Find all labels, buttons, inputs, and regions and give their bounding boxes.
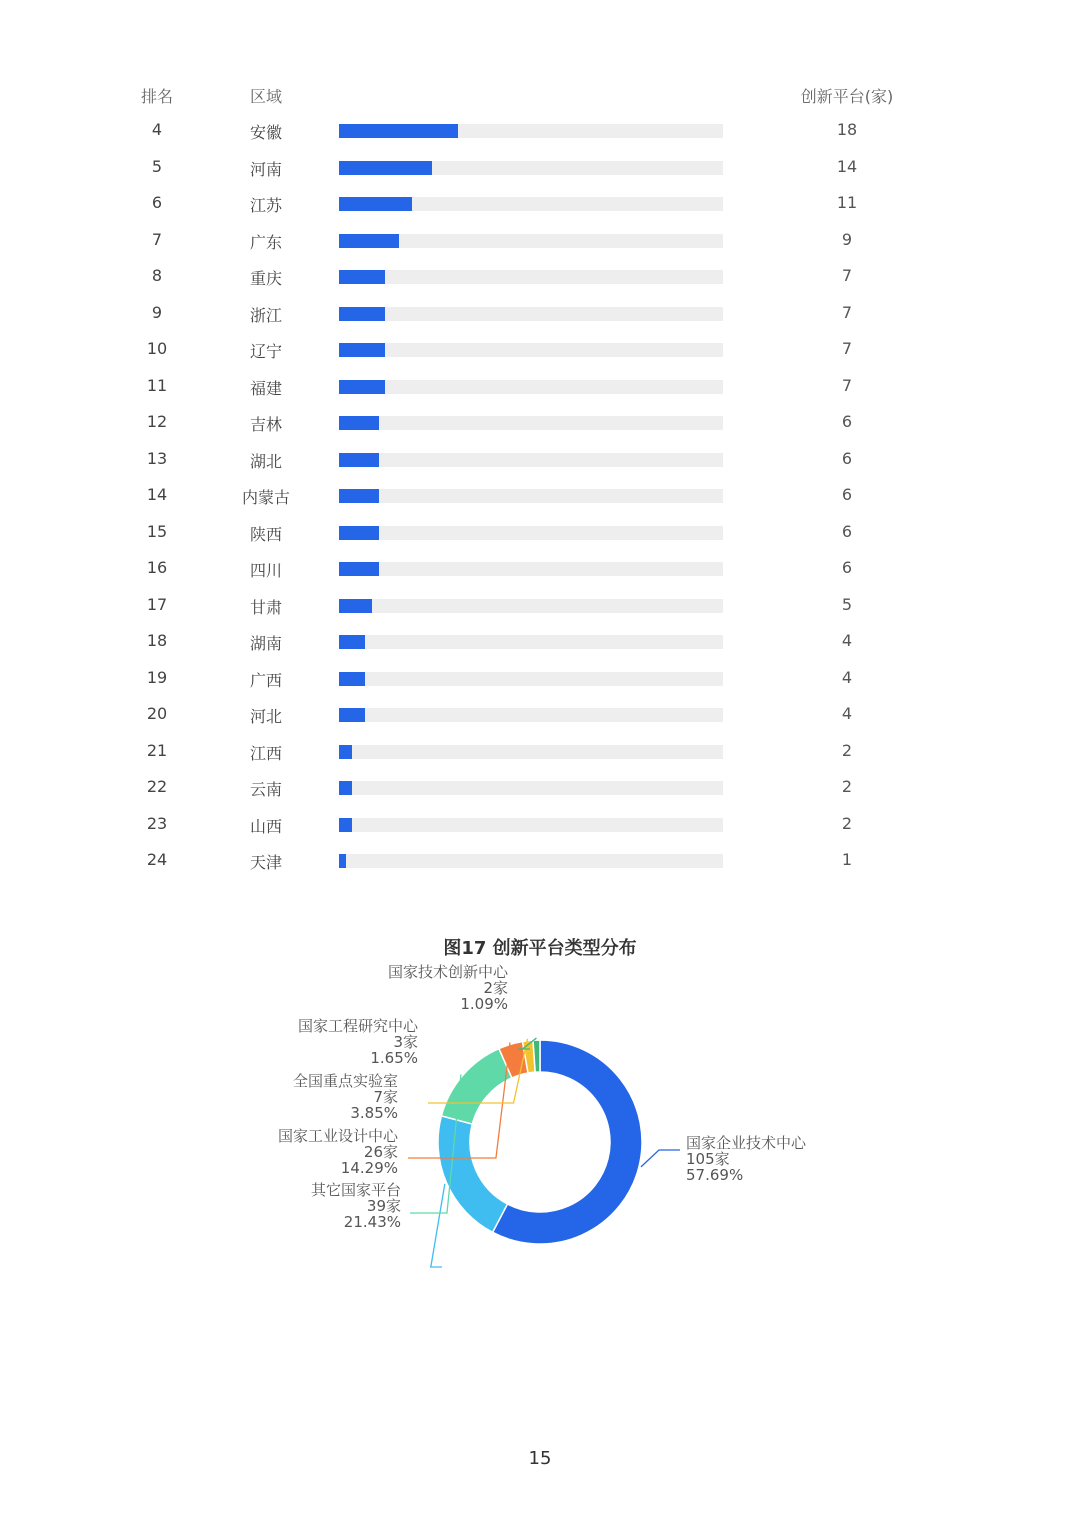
platform-count-value: 4 [841, 704, 853, 723]
ranking-row [0, 623, 1080, 659]
rank-value: 7 [151, 229, 163, 249]
rank-value: 5 [151, 156, 163, 176]
platform-count-value: 5 [841, 594, 853, 614]
bar-track [339, 307, 723, 321]
bar [339, 672, 365, 686]
rank-value: 4 [151, 120, 163, 139]
rank-value: 23 [146, 813, 168, 833]
rank-value: 22 [146, 777, 168, 796]
platform-count-value: 6 [841, 448, 853, 468]
platform-count-value: 2 [841, 813, 853, 833]
platform-count-value: 9 [841, 229, 853, 249]
platform-count-value: 4 [841, 631, 853, 650]
ranking-row [0, 587, 1080, 623]
slice-label-percent: 21.43% [343, 1213, 401, 1231]
ranking-row [0, 806, 1080, 842]
rank-value: 10 [146, 339, 168, 358]
rank-value: 6 [151, 193, 163, 212]
bar-track [339, 562, 723, 576]
ranking-row [0, 112, 1080, 148]
platform-count-value: 14 [836, 156, 858, 176]
ranking-row [0, 368, 1080, 404]
region-name: 湖北 [249, 451, 282, 471]
bar [339, 161, 432, 175]
region-name: 云南 [249, 780, 282, 799]
rank-value: 12 [146, 412, 168, 431]
ranking-row [0, 733, 1080, 769]
rank-value: 24 [146, 850, 168, 869]
bar [339, 562, 379, 576]
region-name: 河南 [249, 159, 282, 179]
slice-label-count: 26家 [363, 1143, 398, 1161]
rank-value: 17 [146, 594, 168, 614]
region-name: 山西 [249, 816, 282, 836]
page-number: 15 [528, 1448, 552, 1469]
platform-count-value: 7 [841, 375, 853, 395]
bar-track [339, 416, 723, 430]
region-name: 浙江 [249, 305, 282, 325]
bar-track [339, 343, 723, 357]
slice-label-name: 国家工程研究中心 [297, 1017, 418, 1035]
region-name: 吉林 [249, 415, 282, 434]
platform-count-value: 6 [841, 412, 853, 431]
bar [339, 635, 365, 649]
slice-label-name: 全国重点实验室 [292, 1072, 398, 1090]
region-name: 重庆 [249, 269, 282, 288]
rank-value: 8 [151, 266, 163, 285]
bar-track [339, 672, 723, 686]
bar [339, 818, 352, 832]
ranking-row [0, 149, 1080, 185]
rank-value: 19 [146, 667, 168, 687]
bar-track [339, 489, 723, 503]
bar [339, 854, 346, 868]
platform-count-value: 7 [841, 302, 853, 322]
ranking-row [0, 696, 1080, 732]
header-region: 区域 [249, 87, 282, 106]
ranking-row [0, 660, 1080, 696]
rank-value: 15 [146, 521, 168, 541]
slice-label-name: 国家技术创新中心 [387, 963, 508, 981]
bar-track [339, 197, 723, 211]
bar [339, 453, 379, 467]
bar [339, 745, 352, 759]
bar-track [339, 818, 723, 832]
donut-chart [0, 963, 1080, 1280]
rank-value: 16 [146, 558, 168, 577]
ranking-row [0, 550, 1080, 586]
bar [339, 124, 458, 138]
bar [339, 307, 385, 321]
region-name: 江苏 [249, 196, 282, 215]
rank-value: 11 [146, 375, 168, 395]
rank-value: 13 [146, 448, 168, 468]
rank-value: 20 [146, 704, 168, 723]
ranking-row [0, 222, 1080, 258]
ranking-row [0, 295, 1080, 331]
platform-count-value: 18 [836, 120, 858, 139]
ranking-row [0, 258, 1080, 294]
ranking-row [0, 185, 1080, 221]
region-name: 内蒙古 [241, 488, 290, 507]
platform-count-value: 1 [841, 850, 853, 869]
platform-count-value: 7 [841, 339, 853, 358]
platform-count-value: 7 [841, 266, 853, 285]
region-name: 河北 [249, 707, 282, 726]
platform-count-value: 6 [841, 558, 853, 577]
leader-line [641, 1150, 680, 1167]
slice-label-count: 105家 [686, 1150, 730, 1168]
header-platform-count: 创新平台(家) [800, 87, 894, 106]
leader-line [430, 1184, 445, 1267]
bar-track [339, 708, 723, 722]
bar [339, 197, 412, 211]
bar-track [339, 854, 723, 868]
bar [339, 416, 379, 430]
region-name: 四川 [249, 561, 282, 580]
slice-label-name: 国家工业设计中心 [277, 1127, 398, 1145]
region-name: 陕西 [249, 524, 282, 544]
bar-track [339, 635, 723, 649]
bar [339, 708, 365, 722]
ranking-row [0, 441, 1080, 477]
slice-label-percent: 3.85% [350, 1104, 398, 1122]
region-name: 广西 [249, 670, 282, 690]
slice-label-percent: 1.65% [370, 1049, 418, 1067]
slice-label-count: 2家 [483, 979, 508, 997]
pie-chart-title: 图17 创新平台类型分布 [443, 938, 637, 959]
region-name: 江西 [249, 743, 282, 763]
region-name: 福建 [249, 378, 282, 398]
slice-label-count: 7家 [373, 1088, 398, 1106]
platform-count-value: 6 [841, 521, 853, 541]
rank-value: 18 [146, 631, 168, 650]
ranking-row [0, 514, 1080, 550]
bar-track [339, 234, 723, 248]
platform-count-value: 4 [841, 667, 853, 687]
ranking-row [0, 404, 1080, 440]
region-name: 天津 [249, 853, 282, 872]
bar [339, 599, 372, 613]
slice-label-percent: 57.69% [686, 1166, 744, 1184]
platform-count-value: 6 [841, 485, 853, 504]
bar-track [339, 124, 723, 138]
ranking-row [0, 477, 1080, 513]
bar [339, 343, 385, 357]
bar [339, 380, 385, 394]
bar [339, 489, 379, 503]
rank-value: 9 [151, 302, 163, 322]
ranking-row [0, 842, 1080, 878]
bar-track [339, 599, 723, 613]
rank-value: 21 [146, 740, 168, 760]
ranking-row [0, 769, 1080, 805]
bar [339, 270, 385, 284]
bar-track [339, 781, 723, 795]
slice-label-percent: 1.09% [460, 995, 508, 1013]
bar-track [339, 526, 723, 540]
platform-count-value: 2 [841, 777, 853, 796]
bar [339, 781, 352, 795]
bar [339, 526, 379, 540]
header-rank: 排名 [140, 87, 173, 106]
slice-label-percent: 14.29% [340, 1159, 398, 1177]
slice-label-count: 39家 [366, 1197, 401, 1215]
bar-track [339, 380, 723, 394]
bar-track [339, 161, 723, 175]
slice-label-name: 其它国家平台 [310, 1181, 401, 1199]
region-name: 湖南 [249, 634, 282, 653]
platform-count-value: 11 [836, 193, 858, 212]
bar-track [339, 270, 723, 284]
bar-track [339, 453, 723, 467]
bar [339, 234, 399, 248]
donut-slice [438, 1116, 507, 1232]
rank-value: 14 [146, 485, 168, 504]
region-name: 安徽 [249, 123, 282, 142]
platform-count-value: 2 [841, 740, 853, 760]
region-name: 甘肃 [249, 597, 282, 617]
ranking-row [0, 331, 1080, 367]
bar-track [339, 745, 723, 759]
region-name: 辽宁 [249, 342, 282, 361]
slice-label-count: 3家 [393, 1033, 418, 1051]
slice-label-name: 国家企业技术中心 [686, 1134, 807, 1152]
region-name: 广东 [249, 232, 282, 252]
